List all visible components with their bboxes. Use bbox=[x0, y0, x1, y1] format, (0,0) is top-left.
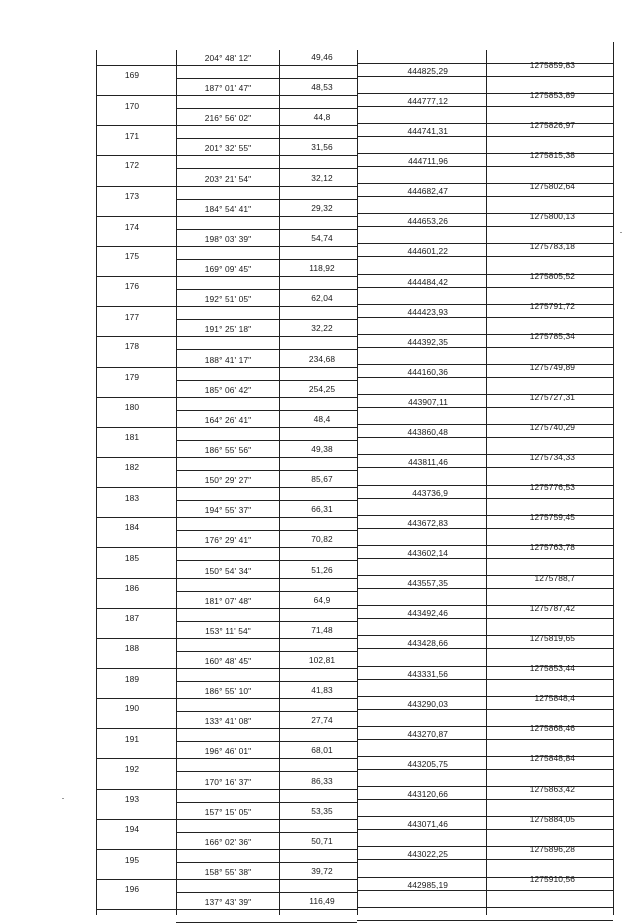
y-coordinate: 1275740,29 bbox=[529, 421, 575, 432]
segment-length: 41,83 bbox=[311, 685, 333, 696]
point-number: 191 bbox=[124, 733, 140, 744]
x-coordinate: 442985,19 bbox=[407, 879, 448, 890]
y-coordinate: 1275853,44 bbox=[529, 663, 575, 673]
table-row-rule bbox=[96, 276, 357, 277]
y-coordinate: 1275826,97 bbox=[529, 120, 575, 131]
table-row-rule bbox=[96, 578, 357, 579]
table-row-rule bbox=[176, 108, 357, 109]
table-row-rule bbox=[96, 698, 357, 699]
x-coordinate: 443290,03 bbox=[407, 698, 448, 709]
x-coordinate: 444601,22 bbox=[407, 246, 448, 257]
table-row-rule bbox=[176, 138, 357, 139]
table-row-rule bbox=[96, 638, 357, 639]
x-coordinate: 444825,29 bbox=[407, 65, 448, 76]
direction-angle: 198° 03' 39" bbox=[204, 233, 252, 244]
table-row-rule bbox=[357, 679, 613, 680]
table-row-rule bbox=[357, 437, 613, 438]
point-number: 179 bbox=[124, 371, 140, 382]
segment-length: 31,56 bbox=[311, 142, 333, 153]
direction-angle: 169° 09' 45" bbox=[204, 264, 252, 274]
direction-angle: 150° 54' 34" bbox=[204, 565, 252, 576]
table-row-rule bbox=[96, 125, 357, 126]
point-number: 186 bbox=[124, 583, 140, 594]
x-coordinate: 443022,25 bbox=[407, 849, 448, 860]
point-number: 188 bbox=[124, 643, 140, 654]
table-row-rule bbox=[176, 892, 357, 893]
table-row-rule bbox=[96, 186, 357, 187]
x-coordinate: 444711,96 bbox=[408, 155, 448, 166]
y-coordinate: 1275785,34 bbox=[529, 331, 575, 342]
direction-angle: 164° 26' 41" bbox=[204, 414, 252, 425]
direction-angle: 201° 32' 55" bbox=[204, 143, 252, 154]
direction-angle: 186° 55' 10" bbox=[204, 686, 252, 697]
table-row-rule bbox=[96, 879, 357, 880]
direction-angle: 185° 06' 42" bbox=[204, 384, 252, 395]
table-row-rule bbox=[176, 319, 357, 320]
x-coordinate: 444423,93 bbox=[407, 306, 448, 317]
point-number: 193 bbox=[124, 793, 140, 804]
table-row-rule bbox=[357, 890, 613, 891]
table-row-rule bbox=[176, 681, 357, 682]
table-row-rule bbox=[357, 166, 613, 167]
direction-angle: 194° 55' 37" bbox=[204, 505, 252, 516]
table-row-rule bbox=[357, 829, 613, 830]
segment-length: 116,49 bbox=[309, 896, 335, 907]
x-coordinate: 443860,48 bbox=[407, 427, 448, 438]
table-row-rule bbox=[357, 618, 613, 619]
point-number: 174 bbox=[124, 221, 140, 232]
segment-length: 254,25 bbox=[308, 383, 336, 394]
y-coordinate: 1275868,46 bbox=[529, 723, 575, 734]
x-coordinate: 443811,46 bbox=[408, 457, 448, 468]
table-row-rule bbox=[357, 528, 613, 529]
x-coordinate: 444741,31 bbox=[407, 125, 448, 136]
segment-length: 32,22 bbox=[311, 323, 333, 334]
table-row-rule bbox=[176, 741, 357, 742]
table-row-rule bbox=[357, 709, 613, 710]
point-number: 170 bbox=[124, 100, 140, 111]
point-number: 196 bbox=[124, 884, 140, 894]
point-number: 187 bbox=[124, 612, 140, 623]
table-row-rule bbox=[357, 769, 613, 770]
table-row-rule bbox=[96, 427, 357, 428]
point-number: 182 bbox=[124, 462, 140, 473]
direction-angle: 137° 43' 39" bbox=[204, 897, 252, 908]
table-row-rule bbox=[96, 517, 357, 518]
direction-angle: 196° 46' 01" bbox=[204, 746, 252, 757]
y-coordinate: 1275791,72 bbox=[529, 301, 575, 312]
point-number: 169 bbox=[124, 70, 140, 80]
table-column-rule bbox=[176, 50, 177, 915]
direction-angle: 157° 15' 05" bbox=[204, 806, 252, 817]
x-coordinate: 444160,36 bbox=[407, 367, 448, 377]
table-row-rule bbox=[357, 377, 613, 378]
table-row-rule bbox=[357, 467, 613, 468]
table-column-rule bbox=[96, 50, 97, 915]
x-coordinate: 443428,66 bbox=[407, 638, 448, 649]
table-row-rule bbox=[176, 802, 357, 803]
segment-length: 44,8 bbox=[313, 112, 331, 123]
table-row-rule bbox=[176, 500, 357, 501]
x-coordinate: 444484,42 bbox=[407, 276, 448, 287]
table-row-rule bbox=[96, 155, 357, 156]
segment-length: 54,74 bbox=[311, 232, 333, 243]
segment-length: 66,31 bbox=[311, 504, 333, 515]
x-coordinate: 443120,66 bbox=[407, 789, 448, 800]
segment-length: 64,9 bbox=[313, 594, 331, 605]
table-row-rule bbox=[357, 287, 613, 288]
table-row-rule bbox=[96, 336, 357, 337]
segment-length: 70,82 bbox=[311, 534, 333, 545]
direction-angle: 216° 56' 02" bbox=[204, 113, 252, 124]
point-number: 192 bbox=[124, 764, 140, 775]
x-coordinate: 444392,35 bbox=[407, 336, 448, 347]
table-row-rule bbox=[96, 909, 357, 910]
x-coordinate: 443557,35 bbox=[407, 578, 448, 588]
y-coordinate: 1275815,38 bbox=[529, 150, 575, 161]
point-number: 194 bbox=[124, 824, 140, 835]
direction-angle: 150° 29' 27" bbox=[204, 475, 252, 486]
direction-angle: 158° 55' 38" bbox=[204, 867, 252, 877]
segment-length: 68,01 bbox=[311, 745, 333, 756]
direction-angle: 133° 41' 08" bbox=[204, 716, 252, 727]
direction-angle: 203° 21' 54" bbox=[204, 173, 252, 184]
table-row-rule bbox=[357, 407, 613, 408]
table-row-rule bbox=[357, 498, 613, 499]
table-row-rule bbox=[176, 591, 357, 592]
segment-length: 39,72 bbox=[311, 866, 333, 876]
table-row-rule bbox=[176, 259, 357, 260]
table-row-rule bbox=[176, 832, 357, 833]
table-row-rule bbox=[176, 651, 357, 652]
segment-length: 102,81 bbox=[308, 655, 336, 665]
y-coordinate: 1275848,4 bbox=[534, 693, 575, 704]
table-row-rule bbox=[96, 457, 357, 458]
x-coordinate: 443736,9 bbox=[412, 487, 448, 498]
point-number: 183 bbox=[124, 492, 140, 503]
point-number: 189 bbox=[124, 673, 140, 684]
table-row-rule bbox=[176, 289, 357, 290]
segment-length: 234,68 bbox=[308, 353, 336, 364]
table-row-rule bbox=[96, 849, 357, 850]
table-row-rule bbox=[96, 367, 357, 368]
table-row-rule bbox=[96, 819, 357, 820]
segment-length: 85,67 bbox=[311, 474, 333, 485]
table-row-rule bbox=[357, 799, 613, 800]
table-row-rule bbox=[357, 347, 613, 348]
table-row-rule bbox=[357, 648, 613, 649]
y-coordinate: 1275727,31 bbox=[529, 391, 575, 402]
direction-angle: 184° 54' 41" bbox=[204, 203, 252, 214]
table-row-rule bbox=[357, 558, 613, 559]
table-row-rule bbox=[357, 196, 613, 197]
table-row-rule bbox=[96, 95, 357, 96]
table-row-rule bbox=[176, 711, 357, 712]
x-coordinate: 444653,26 bbox=[407, 216, 448, 227]
direction-angle: 153° 11' 54" bbox=[205, 625, 251, 636]
table-row-rule bbox=[96, 487, 357, 488]
table-row-rule bbox=[176, 199, 357, 200]
table-row-rule bbox=[96, 608, 357, 609]
point-number: 176 bbox=[124, 281, 140, 292]
table-row-rule bbox=[176, 440, 357, 441]
direction-angle: 166° 02' 36" bbox=[204, 836, 252, 847]
table-row-rule bbox=[96, 789, 357, 790]
segment-length: 32,12 bbox=[311, 172, 333, 183]
y-coordinate: 1275783,18 bbox=[529, 240, 575, 251]
x-coordinate: 444682,47 bbox=[407, 186, 448, 197]
direction-angle: 191° 25' 18" bbox=[204, 324, 252, 335]
point-number: 175 bbox=[124, 250, 140, 261]
segment-length: 27,74 bbox=[311, 715, 333, 726]
segment-length: 71,48 bbox=[311, 624, 333, 635]
table-row-rule bbox=[176, 78, 357, 79]
y-coordinate: 1275884,05 bbox=[529, 813, 575, 824]
table-column-rule bbox=[279, 50, 280, 915]
direction-angle: 176° 29' 41" bbox=[204, 535, 252, 546]
direction-angle: 186° 55' 56" bbox=[204, 444, 252, 455]
x-coordinate: 444777,12 bbox=[407, 95, 448, 106]
table-row-rule bbox=[176, 862, 357, 863]
x-coordinate: 443672,83 bbox=[407, 517, 448, 528]
table-row-rule bbox=[96, 306, 357, 307]
segment-length: 49,46 bbox=[311, 52, 333, 62]
segment-length: 53,35 bbox=[311, 805, 333, 816]
direction-angle: 192° 51' 05" bbox=[204, 294, 252, 305]
table-row-rule bbox=[176, 380, 357, 381]
table-row-rule bbox=[176, 470, 357, 471]
segment-length: 48,53 bbox=[311, 82, 333, 93]
x-coordinate: 443071,46 bbox=[407, 819, 448, 830]
table-row-rule bbox=[357, 256, 613, 257]
table-column-rule bbox=[613, 42, 614, 915]
scan-speck bbox=[620, 232, 622, 233]
table-row-rule bbox=[96, 758, 357, 759]
segment-length: 118,92 bbox=[309, 263, 335, 273]
y-coordinate: 1275910,56 bbox=[529, 874, 575, 884]
table-row-rule bbox=[357, 907, 613, 908]
table-row-rule bbox=[357, 76, 613, 77]
scan-speck bbox=[62, 798, 64, 799]
x-coordinate: 443205,75 bbox=[407, 758, 448, 769]
table-row-rule bbox=[176, 410, 357, 411]
point-number: 184 bbox=[124, 522, 140, 533]
segment-length: 48,4 bbox=[313, 413, 331, 424]
point-number: 195 bbox=[124, 854, 140, 865]
segment-length: 29,32 bbox=[311, 202, 333, 213]
point-number: 185 bbox=[124, 552, 140, 563]
direction-angle: 187° 01' 47" bbox=[204, 83, 252, 94]
y-coordinate: 1275734,33 bbox=[529, 451, 575, 462]
table-row-rule bbox=[96, 668, 357, 669]
point-number: 181 bbox=[124, 431, 140, 442]
table-row-rule bbox=[176, 530, 357, 531]
point-number: 173 bbox=[124, 191, 140, 201]
table-row-rule bbox=[176, 349, 357, 350]
y-coordinate: 1275896,28 bbox=[529, 843, 575, 854]
table-row-rule bbox=[96, 65, 357, 66]
y-coordinate: 1275759,45 bbox=[529, 512, 575, 523]
table-row-rule bbox=[357, 136, 613, 137]
y-coordinate: 1275749,89 bbox=[529, 361, 575, 372]
table-row-rule bbox=[176, 771, 357, 772]
table-row-rule bbox=[96, 397, 357, 398]
table-row-rule bbox=[357, 739, 613, 740]
point-number: 172 bbox=[124, 160, 140, 171]
x-coordinate: 443492,46 bbox=[407, 608, 448, 619]
direction-angle: 188° 41' 17" bbox=[204, 354, 252, 365]
table-row-rule bbox=[357, 859, 613, 860]
x-coordinate: 443270,87 bbox=[407, 728, 448, 739]
y-coordinate: 1275776,53 bbox=[529, 482, 575, 493]
table-row-rule bbox=[176, 560, 357, 561]
table-row-rule bbox=[357, 226, 613, 227]
table-row-rule bbox=[357, 106, 613, 107]
segment-length: 86,33 bbox=[311, 775, 333, 786]
x-coordinate: 443331,56 bbox=[407, 668, 448, 679]
table-row-rule bbox=[96, 547, 357, 548]
point-number: 177 bbox=[124, 312, 140, 322]
direction-angle: 204° 48' 12" bbox=[204, 53, 252, 63]
segment-length: 62,04 bbox=[311, 293, 333, 304]
point-number: 171 bbox=[124, 131, 140, 142]
direction-angle: 170° 16' 37" bbox=[204, 776, 252, 787]
table-row-rule bbox=[96, 246, 357, 247]
direction-angle: 181° 07' 48" bbox=[204, 595, 252, 606]
table-row-rule bbox=[96, 216, 357, 217]
segment-length: 49,38 bbox=[311, 443, 333, 454]
y-coordinate: 1275863,42 bbox=[529, 783, 575, 794]
y-coordinate: 1275788,7 bbox=[534, 572, 575, 583]
table-row-rule bbox=[357, 588, 613, 589]
point-number: 190 bbox=[124, 703, 140, 714]
table-row-rule bbox=[96, 728, 357, 729]
y-coordinate: 1275853,89 bbox=[529, 90, 575, 101]
y-coordinate: 1275848,84 bbox=[529, 753, 575, 764]
y-coordinate: 1275763,78 bbox=[529, 542, 575, 553]
y-coordinate: 1275819,65 bbox=[529, 632, 575, 643]
y-coordinate: 1275802,64 bbox=[529, 180, 575, 191]
direction-angle: 160° 48' 45" bbox=[204, 656, 252, 666]
point-number: 180 bbox=[124, 402, 140, 413]
x-coordinate: 443907,11 bbox=[408, 397, 448, 408]
y-coordinate: 1275859,83 bbox=[529, 60, 575, 70]
segment-length: 50,71 bbox=[311, 835, 333, 846]
segment-length: 51,26 bbox=[311, 564, 333, 575]
table-row-rule bbox=[357, 920, 613, 921]
x-coordinate: 443602,14 bbox=[407, 547, 448, 558]
table-row-rule bbox=[357, 317, 613, 318]
y-coordinate: 1275800,13 bbox=[529, 210, 575, 221]
table-row-rule bbox=[176, 229, 357, 230]
table-row-rule bbox=[176, 168, 357, 169]
table-row-rule bbox=[176, 621, 357, 622]
y-coordinate: 1275805,52 bbox=[529, 271, 575, 281]
point-number: 178 bbox=[124, 341, 140, 352]
y-coordinate: 1275787,42 bbox=[529, 602, 575, 613]
